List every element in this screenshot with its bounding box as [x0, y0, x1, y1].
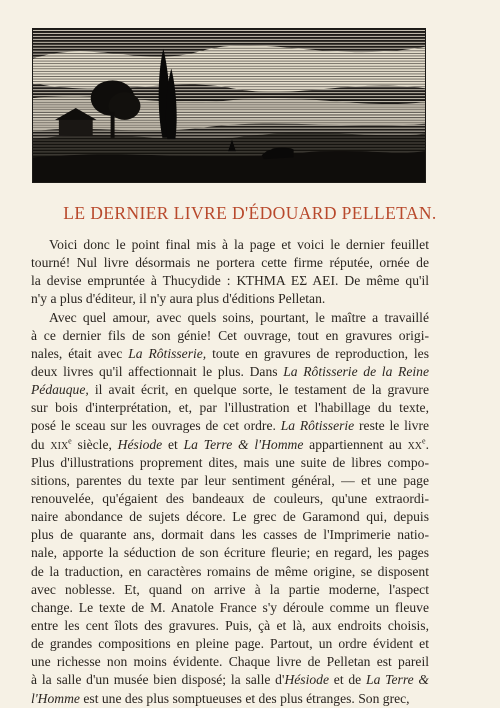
text-line	[31, 381, 429, 399]
text-line	[31, 254, 429, 272]
text-run: avec noblesse. Et, quand on arrive à la partie moderne, l'aspect	[31, 581, 429, 597]
text-line	[31, 290, 429, 308]
text-line	[31, 490, 429, 508]
text-line	[31, 309, 429, 327]
text-line	[31, 508, 429, 526]
text-line	[31, 690, 429, 708]
superscript: e	[422, 436, 426, 446]
text-run: une richesse non moins évidente. Chaque livre de Pelletan est pareil	[31, 654, 429, 670]
text-line	[31, 436, 429, 454]
woodcut-landscape-illustration	[32, 28, 426, 183]
italic-title: Hésiode	[284, 672, 329, 688]
text-run: appartiennent au	[303, 436, 408, 452]
text-line	[31, 272, 429, 290]
text-run: nales, était avec	[31, 345, 129, 361]
paragraph	[31, 236, 429, 309]
text-run: Avec quel amour, avec quels soins, pourtant, le maître a travaillé	[49, 309, 429, 325]
text-run: sitions, parentes du texte par leur sentiment général, — et une page	[31, 472, 429, 488]
text-line	[31, 635, 429, 653]
landscape-engraving-graphic	[33, 29, 425, 182]
text-line	[31, 526, 429, 544]
text-run: nale, apporte la séduction de son écriture fleurie; en regard, les pages	[31, 545, 429, 561]
century-numeral: xx	[407, 436, 423, 452]
text-run: plus de quarante ans, dormait dans les casses de l'Imprimerie natio-	[31, 527, 429, 543]
text-run: la devise empruntée à Thucydide : ΚΤΗΜΑ ΕΣ ΑΕΙ. De même qu'il	[31, 273, 429, 289]
italic-title: La Rôtisserie de la Reine	[283, 363, 430, 379]
italic-title: La Terre & l'Homme	[183, 436, 304, 452]
text-line	[31, 399, 429, 417]
text-run: deux livres qu'il affectionnait le plus. Dans	[31, 363, 284, 379]
italic-title: La Rôtisserie,	[128, 345, 207, 361]
text-line	[31, 581, 429, 599]
text-run: reste le livre	[354, 418, 430, 434]
text-line	[31, 563, 429, 581]
italic-title: Pédauque,	[31, 382, 89, 398]
paragraph	[31, 309, 429, 708]
text-run: il avait écrit, en quelque sorte, le testament de la gravure	[88, 382, 429, 398]
text-run: renouvelée, qu'égaient des bandeaux de couleurs, qu'une extraordi-	[31, 490, 429, 506]
text-run: posé le sceau sur les ouvrages de cet ordre.	[31, 418, 281, 434]
italic-title: Hésiode	[117, 436, 163, 452]
text-run: sur bois d'interprétation, et, par l'illustration et l'habillage du texte,	[31, 400, 429, 416]
text-run: n'y a plus d'éditeur, il n'y aura plus d'éditions Pelletan.	[31, 291, 326, 307]
text-line	[31, 236, 429, 254]
text-line	[31, 617, 429, 635]
text-line	[31, 454, 429, 472]
century-numeral: xix	[50, 436, 69, 452]
text-run: à ce dernier fils de son génie! Cet ouvrage, tout en gravures origi-	[31, 327, 429, 343]
chapter-title: LE DERNIER LIVRE D'ÉDOUARD PELLETAN.	[63, 203, 437, 223]
text-line	[31, 417, 429, 435]
text-line	[31, 472, 429, 490]
text-run: et de	[328, 672, 367, 688]
text-line	[31, 653, 429, 671]
text-run: et	[162, 436, 184, 452]
text-run: est une des plus somptueuses et des plus étranges. Son grec,	[79, 690, 410, 706]
text-run: de la traduction, en caractères romains de même origine, se disposent	[31, 563, 429, 579]
text-run: Voici donc le point final mis à la page et voici le dernier feuillet	[49, 237, 429, 252]
superscript: e	[68, 436, 72, 446]
italic-title: La Terre &	[366, 672, 430, 688]
text-run: naire abondance de sujets décore. Le grec de Garamond qui, depuis	[31, 509, 429, 525]
text-run: tourné! Nul livre désormais ne portera cette firme réputée, ornée de	[31, 255, 429, 271]
text-run: Plus d'illustrations proprement dites, mais une suite de libres compo-	[31, 454, 429, 470]
text-run: à la salle d'un musée bien disposé; la salle d'	[31, 672, 285, 688]
text-run: .	[425, 436, 429, 452]
italic-title: La Rôtisserie	[280, 418, 355, 434]
text-line	[31, 544, 429, 562]
text-line	[31, 363, 429, 381]
body-text	[31, 236, 429, 708]
text-run: siècle,	[71, 436, 118, 452]
text-run: de grandes compositions en pleine page. Partout, un ordre évident et	[31, 636, 429, 652]
italic-title: l'Homme	[31, 690, 80, 706]
text-run: du	[31, 436, 51, 452]
text-line	[31, 599, 429, 617]
text-run: change. Le texte de M. Anatole France s'y déroule comme un fleuve	[31, 599, 429, 615]
text-run: toute en gravures de reproduction, les	[206, 345, 429, 361]
text-run: entre les cent îlots des gravures. Puis, çà et là, aux endroits choisis,	[31, 617, 429, 633]
text-line	[31, 345, 429, 363]
text-line	[31, 327, 429, 345]
